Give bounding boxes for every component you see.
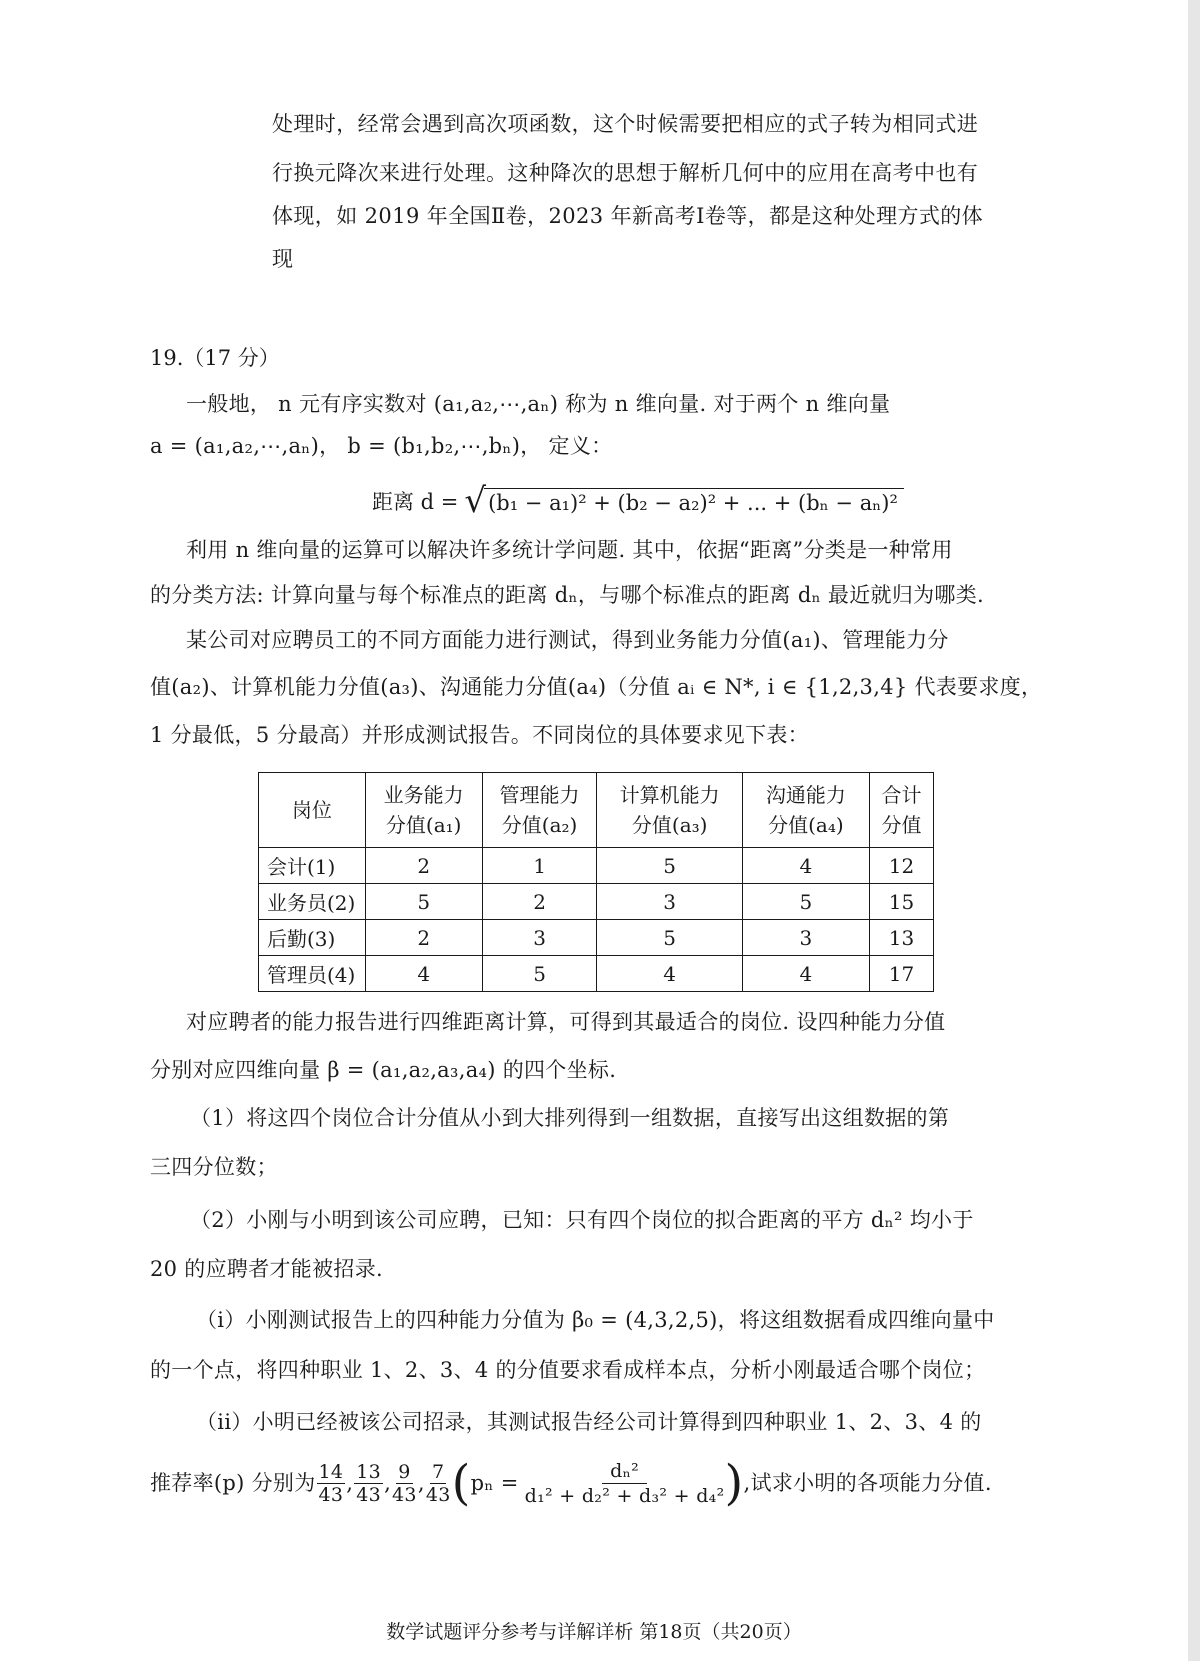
part-ii-line-1: （ii）小明已经被该公司招录，其测试报告经公司计算得到四种职业 1、2、3、4 的 (196, 1410, 982, 1434)
cell-a3: 3 (597, 884, 742, 920)
cell-a3: 4 (597, 956, 742, 992)
part-ii-line-2: 推荐率(p) 分别为 $\frac{14}{43}$ , $\frac{13}{43}$ , $\frac{9}{43}$ , $\frac{7}{43}$ ( pₙ = $\frac{\text{dₙ²}}{\text{d₁² + d₂² + d₃² + d₄²}}$ ) ,试求小明的各项能力分值. (150, 1448, 992, 1518)
cell-position: 会计(1) (259, 848, 366, 884)
question-number: 19.（17 分） (150, 346, 280, 370)
cell-a2: 2 (482, 884, 597, 920)
usage-line-1: 利用 n 维向量的运算可以解决许多统计学问题. 其中，依据“距离”分类是一种常用 (186, 538, 953, 562)
part-i-line-1: （i）小刚测试报告上的四种能力分值为 β₀ = (4,3,2,5)，将这组数据看成四维向量中 (196, 1308, 995, 1332)
cell-total: 17 (869, 956, 933, 992)
fraction-4: $\frac{7}{43}$ (425, 1460, 451, 1506)
test-line-1: 某公司对应聘员工的不同方面能力进行测试，得到业务能力分值(a₁)、管理能力分 (186, 628, 949, 652)
cell-a2: 1 (482, 848, 597, 884)
cell-total: 12 (869, 848, 933, 884)
cell-position: 管理员(4) (259, 956, 366, 992)
intro-line-2: a = (a₁,a₂,⋯,aₙ)， b = (b₁,b₂,⋯,bₙ)， 定义： (150, 434, 613, 458)
header-communication: 沟通能力 分值(a₄) (742, 773, 869, 848)
after-table-line-1: 对应聘者的能力报告进行四维距离计算，可得到其最适合的岗位. 设四种能力分值 (186, 1010, 946, 1034)
formula-label: 距离 d = (372, 490, 459, 514)
fraction-3: $\frac{9}{43}$ (392, 1460, 417, 1506)
fraction-2: $\frac{13}{43}$ (356, 1460, 382, 1506)
fraction-1: $\frac{14}{43}$ (318, 1460, 344, 1506)
table-row (259, 848, 934, 884)
header-position: 岗位 (259, 773, 366, 848)
cell-position: 后勤(3) (259, 920, 366, 956)
intro-line-1: 一般地， n 元有序实数对 (a₁,a₂,⋯,aₙ) 称为 n 维向量. 对于两个 n 维向量 (186, 392, 891, 416)
page-footer: 数学试题评分参考与详解详析 第18页（共20页） (386, 1621, 802, 1643)
cell-position: 业务员(2) (259, 884, 366, 920)
cell-a2: 3 (482, 920, 597, 956)
header-business: 业务能力 分值(a₁) (365, 773, 482, 848)
test-line-2: 值(a₂)、计算机能力分值(a₃)、沟通能力分值(a₄)（分值 aᵢ ∈ N*, i ∈ {1,2,3,4} 代表要求度， (150, 675, 1043, 699)
recommend-prefix: 推荐率(p) 分别为 (150, 1471, 316, 1495)
table-row (259, 920, 934, 956)
pn-label: pₙ = (470, 1471, 519, 1495)
table-header-row (259, 773, 934, 848)
left-paren-icon: ( (451, 1455, 471, 1511)
note-line-3: 体现，如 2019 年全国Ⅱ卷，2023 年新高考Ⅰ卷等，都是这种处理方式的体 (272, 204, 984, 228)
header-management: 管理能力 分值(a₂) (482, 773, 597, 848)
radical-icon: √ (464, 481, 487, 521)
cell-a1: 4 (365, 956, 482, 992)
usage-line-2: 的分类方法: 计算向量与每个标准点的距离 dₙ，与哪个标准点的距离 dₙ 最近就归为哪类. (150, 583, 985, 607)
cell-a1: 2 (365, 848, 482, 884)
cell-a4: 5 (742, 884, 869, 920)
cell-total: 15 (869, 884, 933, 920)
table-row (259, 956, 934, 992)
page-edge (1188, 0, 1200, 1661)
part2-line-2: 20 的应聘者才能被招录. (150, 1257, 383, 1281)
pn-definition (452, 1448, 744, 1518)
cell-a1: 2 (365, 920, 482, 956)
after-table-line-2: 分别对应四维向量 β = (a₁,a₂,a₃,a₄) 的四个坐标. (150, 1058, 617, 1082)
table-row (259, 884, 934, 920)
header-computer: 计算机能力 分值(a₃) (597, 773, 742, 848)
header-total: 合计 分值 (869, 773, 933, 848)
right-paren-icon: ) (724, 1455, 744, 1511)
part2-line-1: （2）小刚与小明到该公司应聘，已知：只有四个岗位的拟合距离的平方 dₙ² 均小于 (190, 1208, 974, 1232)
cell-a4: 4 (742, 848, 869, 884)
part1-line-2: 三四分位数； (150, 1155, 278, 1179)
pn-fraction: $\frac{\text{dₙ²}}{\text{d₁² + d₂² + d₃² + d₄²}}$ (524, 1459, 725, 1507)
cell-a1: 5 (365, 884, 482, 920)
note-line-2: 行换元降次来进行处理。这种降次的思想于解析几何中的应用在高考中也有 (272, 161, 979, 185)
formula-body: (b₁ − a₁)² + (b₂ − a₂)² + ... + (bₙ − aₙ)² (484, 488, 904, 515)
requirements-table (258, 772, 934, 992)
note-line-1: 处理时，经常会遇到高次项函数，这个时候需要把相应的式子转为相同式进 (272, 112, 979, 136)
cell-a3: 5 (597, 848, 742, 884)
test-line-3: 1 分最低，5 分最高）并形成测试报告。不同岗位的具体要求见下表： (150, 723, 809, 747)
cell-a3: 5 (597, 920, 742, 956)
sqrt-sign (464, 481, 904, 521)
cell-total: 13 (869, 920, 933, 956)
recommend-suffix: ,试求小明的各项能力分值. (743, 1471, 992, 1495)
note-line-4: 现 (272, 247, 294, 271)
cell-a2: 5 (482, 956, 597, 992)
cell-a4: 3 (742, 920, 869, 956)
part1-line-1: （1）将这四个岗位合计分值从小到大排列得到一组数据，直接写出这组数据的第 (190, 1106, 950, 1130)
distance-formula (372, 481, 904, 521)
part-i-line-2: 的一个点，将四种职业 1、2、3、4 的分值要求看成样本点，分析小刚最适合哪个岗位； (150, 1358, 986, 1382)
cell-a4: 4 (742, 956, 869, 992)
